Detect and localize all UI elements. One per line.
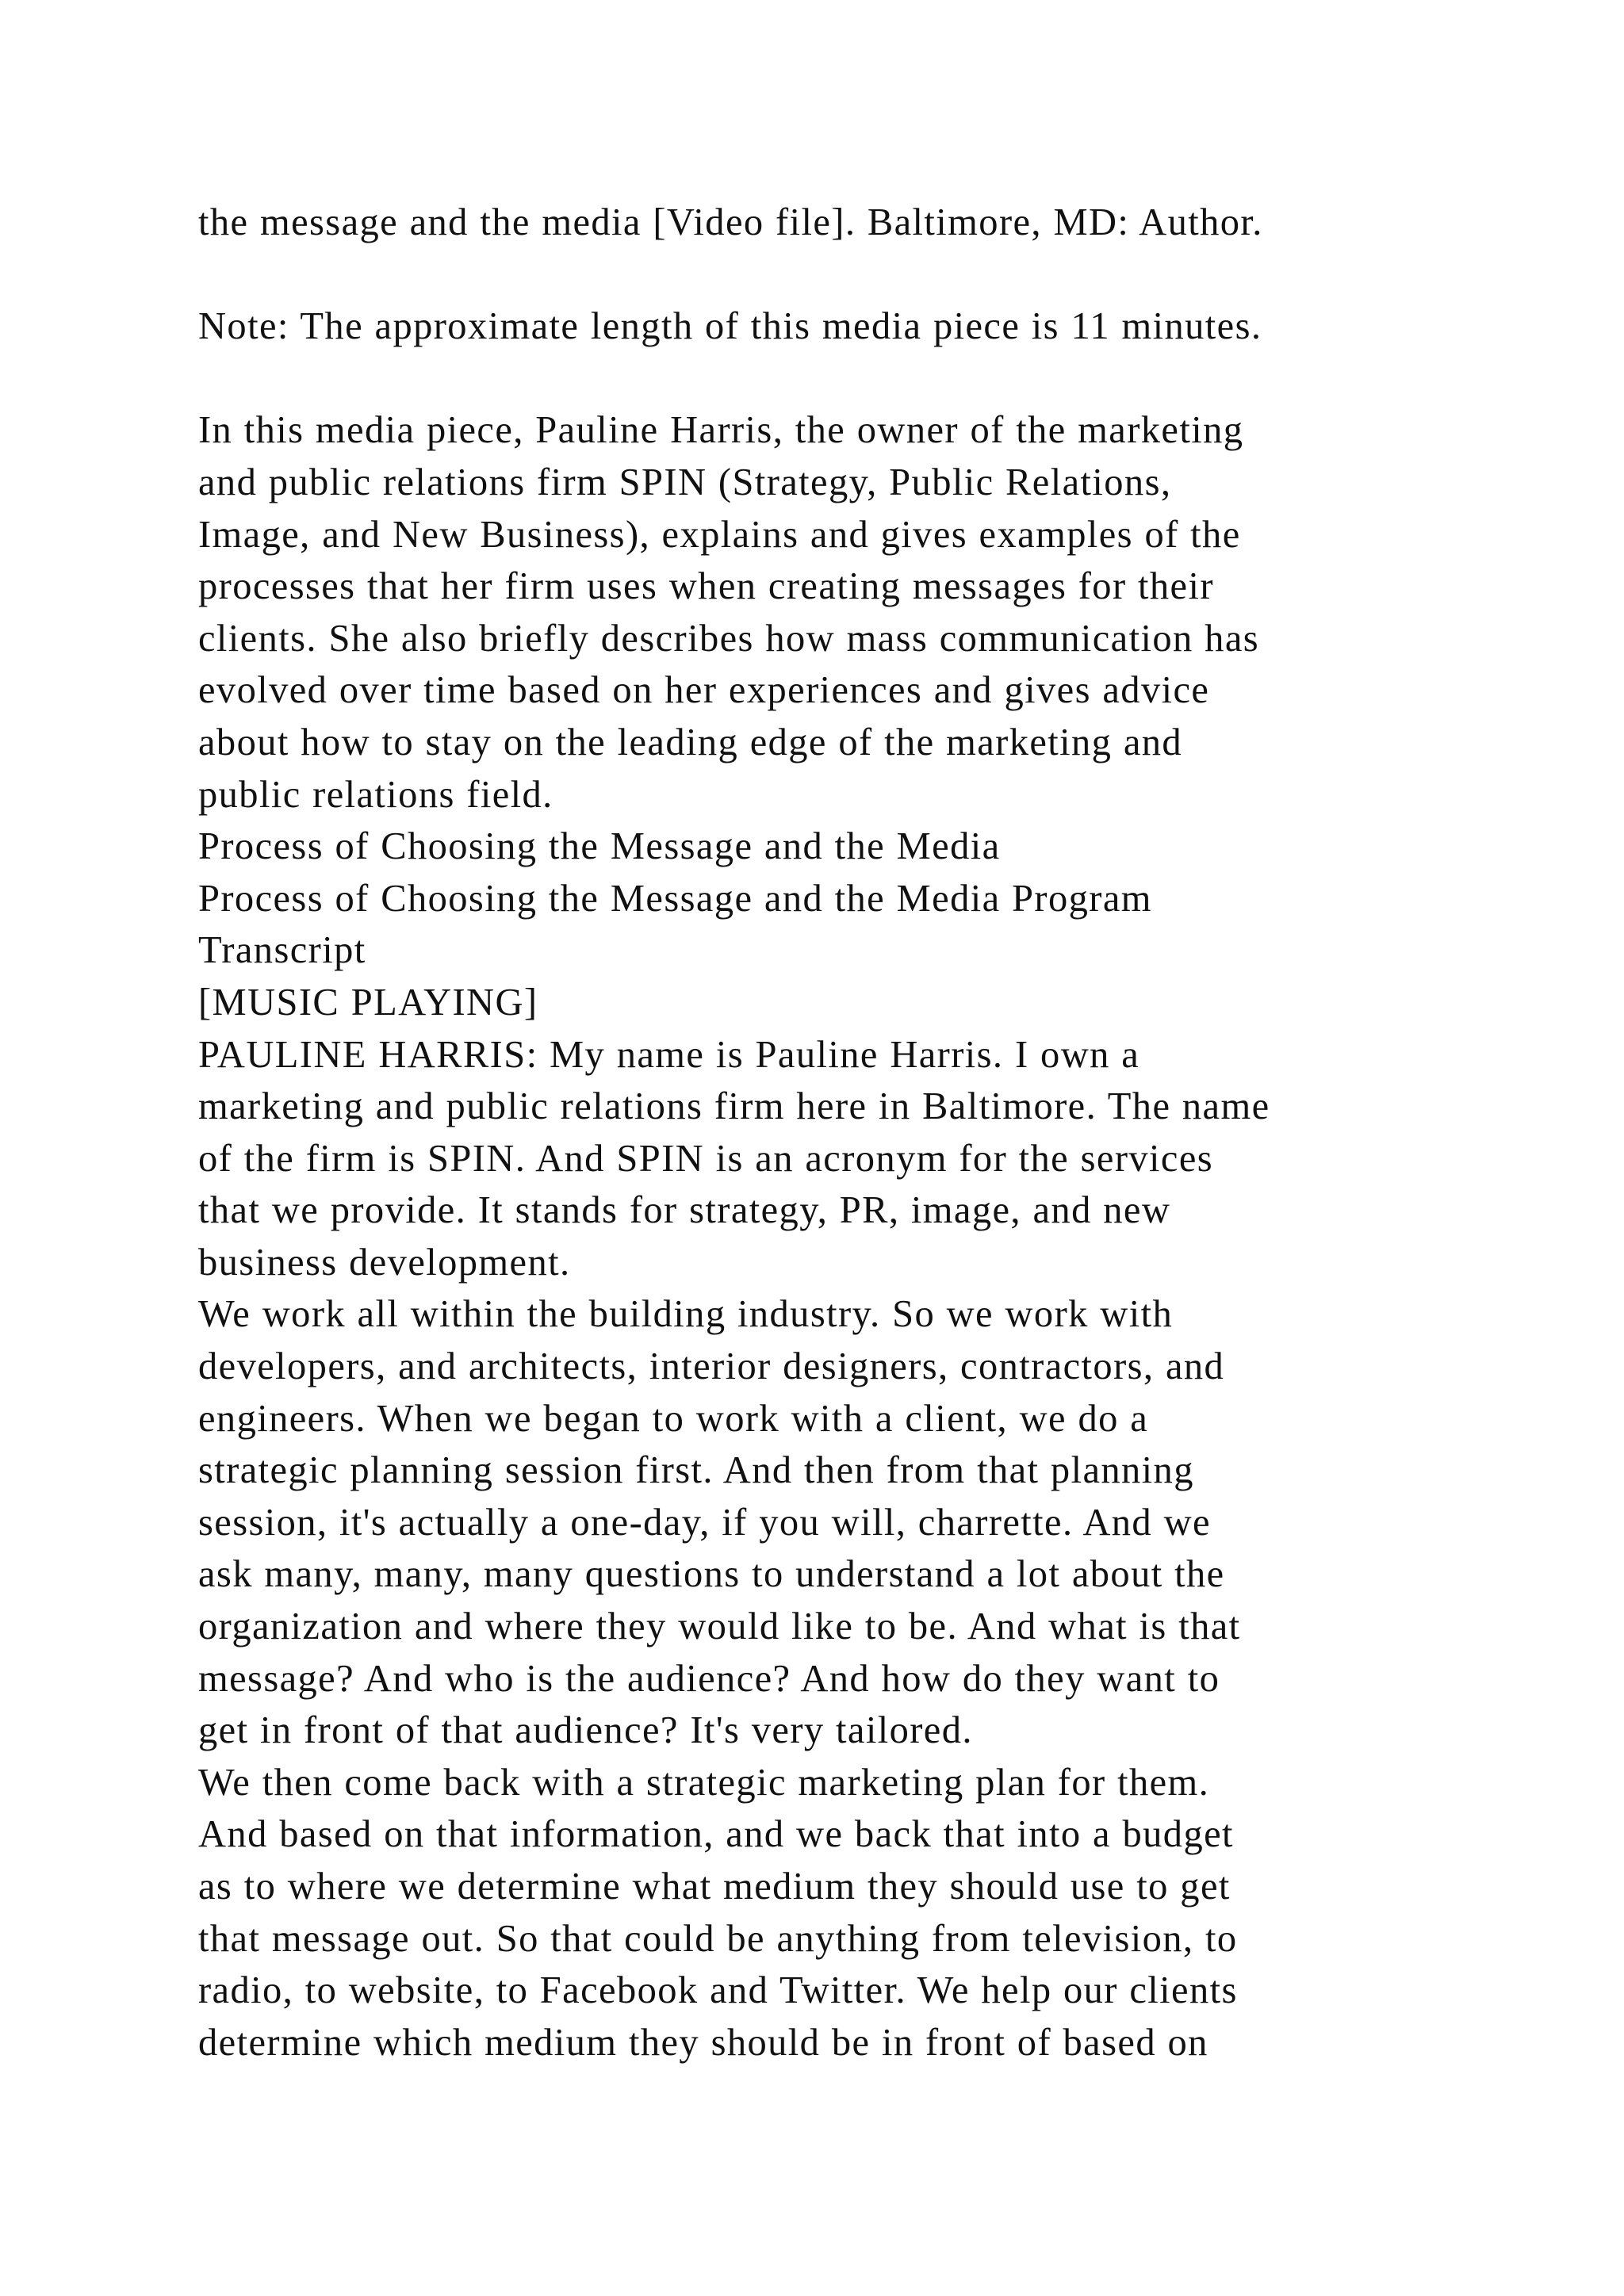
- text-line: evolved over time based on her experiences and gives advice: [198, 669, 1210, 712]
- text-line: about how to stay on the leading edge of the marketing and: [198, 721, 1183, 763]
- text-line: radio, to website, to Facebook and Twitter. We help our clients: [198, 1969, 1238, 2012]
- text-line: Note: The approximate length of this media piece is 11 minutes.: [198, 305, 1262, 348]
- text-line: engineers. When we began to work with a client, we do a: [198, 1397, 1149, 1440]
- text-line: In this media piece, Pauline Harris, the owner of the marketing: [198, 409, 1244, 452]
- text-line: and public relations firm SPIN (Strategy, Public Relations,: [198, 461, 1172, 503]
- text-line: as to where we determine what medium they should use to get: [198, 1866, 1231, 1908]
- text-line: the message and the media [Video file]. Baltimore, MD: Author.: [198, 201, 1263, 243]
- text-line: And based on that information, and we back that into a budget: [198, 1813, 1234, 1856]
- text-line: that message out. So that could be anything from television, to: [198, 1917, 1238, 1960]
- text-line: session, it's actually a one-day, if you will, charrette. And we: [198, 1501, 1211, 1544]
- text-line: message? And who is the audience? And how do they want to: [198, 1657, 1220, 1700]
- text-line: get in front of that audience? It's very tailored.: [198, 1709, 973, 1752]
- text-line: that we provide. It stands for strategy, PR, image, and new: [198, 1189, 1171, 1232]
- text-line: marketing and public relations firm here in Baltimore. The name: [198, 1085, 1270, 1128]
- blank-line: [198, 249, 1507, 301]
- text-line: ask many, many, many questions to understand a lot about the: [198, 1553, 1225, 1596]
- text-line: organization and where they would like to be. And what is that: [198, 1605, 1241, 1648]
- heading-line: Process of Choosing the Message and the Media: [198, 825, 1001, 868]
- text-line: processes that her firm uses when creating messages for their: [198, 565, 1214, 608]
- heading-line: Transcript: [198, 929, 366, 972]
- document-body: [198, 197, 1507, 2068]
- text-line: developers, and architects, interior designers, contractors, and: [198, 1345, 1225, 1388]
- text-line: strategic planning session first. And then from that planning: [198, 1449, 1194, 1492]
- blank-line: [198, 353, 1507, 405]
- text-line: public relations field.: [198, 773, 553, 816]
- text-line: PAULINE HARRIS: My name is Pauline Harris. I own a: [198, 1033, 1140, 1076]
- text-line: We then come back with a strategic marketing plan for them.: [198, 1761, 1210, 1804]
- text-line: of the firm is SPIN. And SPIN is an acronym for the services: [198, 1137, 1214, 1180]
- text-line: We work all within the building industry. So we work with: [198, 1293, 1174, 1336]
- text-line: determine which medium they should be in front of based on: [198, 2021, 1208, 2064]
- text-line: business development.: [198, 1241, 571, 1284]
- text-line: [MUSIC PLAYING]: [198, 981, 538, 1024]
- heading-line: Process of Choosing the Message and the Media Program: [198, 877, 1152, 920]
- text-line: clients. She also briefly describes how mass communication has: [198, 617, 1260, 660]
- text-line: Image, and New Business), explains and gives examples of the: [198, 513, 1241, 556]
